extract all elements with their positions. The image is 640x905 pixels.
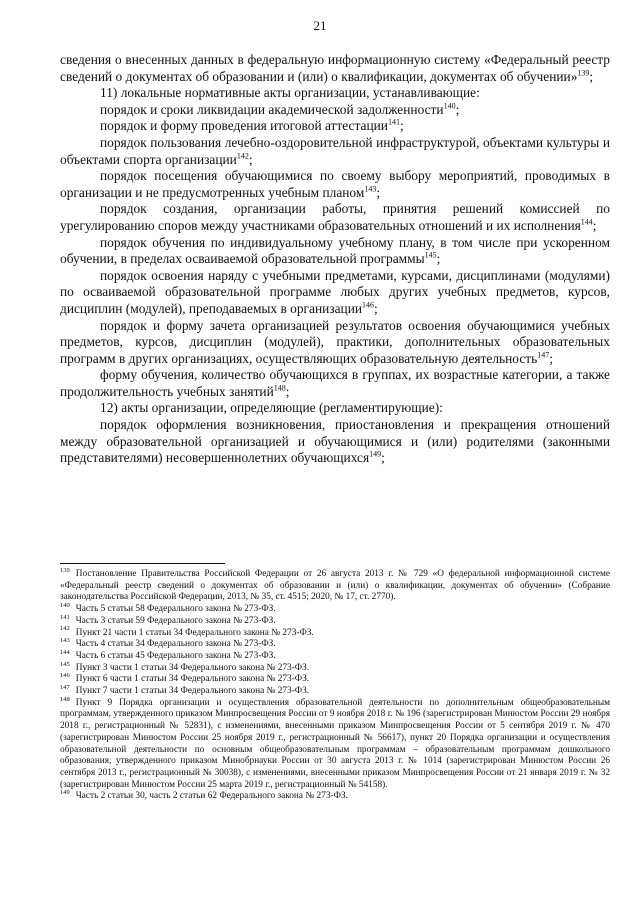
paragraph-punctuation: ; (549, 350, 553, 366)
footnote (60, 648, 610, 663)
footnote (60, 660, 610, 675)
paragraph (60, 52, 610, 85)
paragraph-text: 11) локальные нормативные акты организации, устанавливающие: (100, 85, 480, 101)
footnote-text: Часть 2 статьи 30, часть 2 статьи 62 Федерального закона № 273-ФЗ. (75, 791, 348, 802)
footnote (60, 625, 610, 640)
paragraph (60, 400, 610, 417)
footnote-reference: 145 (424, 250, 437, 260)
footnote (60, 683, 610, 698)
footnote-text: Часть 4 статьи 34 Федерального закона № 273-ФЗ. (75, 639, 276, 650)
paragraph (60, 85, 610, 102)
footnote-reference: 148 (273, 383, 286, 393)
paragraph (60, 318, 610, 368)
footnote (60, 674, 610, 686)
footnote-number: 146 (60, 672, 70, 680)
footnote-number: 140 (60, 602, 70, 610)
page-number: 21 (313, 18, 327, 33)
paragraph (60, 102, 610, 119)
footnote-reference: 143 (364, 184, 377, 194)
footnote-text: Пункт 3 части 1 статьи 34 Федерального закона № 273-ФЗ. (75, 662, 310, 673)
paragraph (60, 367, 610, 400)
footnotes (60, 566, 610, 803)
paragraph (60, 268, 610, 318)
paragraph-text: порядок освоения наряду с учебными предметами, курсами, дисциплинами (модулями) по осваиваемой образовательной программе любых других учебных предметов, курсов, дисциплин (модулей), преподаваемых в организации (60, 267, 610, 316)
paragraph-text: порядок посещения обучающимися по своему выбору мероприятий, проводимых в организации и не предусмотренных учебным планом (60, 168, 610, 200)
paragraph-punctuation: ; (399, 118, 404, 134)
paragraph (60, 135, 610, 168)
footnote (60, 566, 610, 604)
paragraph (60, 417, 610, 467)
paragraph-text: сведения о внесенных данных в федеральную информационную систему «Федеральный реестр сведений о документах об образовании и (или) о квалификации, документах об обучении» (60, 52, 610, 84)
footnote-number: 141 (60, 613, 70, 621)
footnote-reference: 139 (577, 68, 590, 78)
footnote-text: Пункт 9 Порядка организации и осуществления образовательной деятельности по дополнительным общеобразовательным программам, утвержденного приказом Минпросвещения России от 9 ноября 2018 г. № 196 (зарегистрирован Минюстом России 29 ноября 2018 г., регистрационный № 52831), с изменениями, внесенными приказом Минпросвещения России от 5 сентября 2019 г. № 470 (зарегистрирован Минюстом России 25 ноября 2019 г., регистрационный № 56617), пункт 20 Порядка организации и осуществления образовательной деятельности по основным общеобразовательным программам – образовательным программам дошкольного образования, утвержденного приказом Минобрнауки России от 30 августа 2013 г. № 1014 (зарегистрирован Минюстом России 26 сентября 2013 г., регистрационный № 30038), с изменениями, внесенными приказом Минпросвещения России от 21 января 2019 г. № 32 (зарегистрирован Минюстом России 25 марта 2019 г., регистрационный № 54158). (60, 697, 610, 790)
footnote-reference: 142 (236, 151, 249, 161)
paragraph-text: порядок и форму проведения итоговой аттестации (100, 118, 388, 134)
footnote-text: Часть 6 статьи 45 Федерального закона № 273-ФЗ. (75, 650, 276, 661)
footnote-divider (60, 563, 225, 564)
footnote (60, 695, 610, 792)
paragraph (60, 235, 610, 268)
footnote-text: Постановление Правительства Российской Федерации от 26 августа 2013 г. № 729 «О федеральной информационной системе «Федеральный реестр сведений о документах об образовании и (или) о квалификации, документах об обучении» (Собрание законодательства Российской Федерации, 2013, № 35, ст. 4515; 2020, № 17, ст. 2770). (60, 569, 610, 603)
footnote-reference: 146 (362, 300, 375, 310)
paragraph-punctuation: ; (455, 101, 460, 117)
footnote-reference: 141 (387, 117, 400, 127)
footnote-number: 148 (60, 695, 70, 703)
main-text (60, 52, 610, 467)
footnote (60, 791, 610, 803)
footnote-text: Пункт 7 части 1 статьи 34 Федерального закона № 273-ФЗ. (75, 686, 310, 697)
footnote-text: Пункт 6 части 1 статьи 34 Федерального закона № 273-ФЗ. (75, 674, 310, 685)
footnote-text: Пункт 21 части 1 статьи 34 Федерального закона № 273-ФЗ. (75, 627, 314, 638)
footnote (60, 613, 610, 628)
footnote-number: 144 (60, 648, 70, 656)
paragraph (60, 168, 610, 201)
paragraph-text: порядок и форму зачета организацией результатов освоения обучающимися учебных предметов, курсов, дисциплин (модулей), практики, дополнительных образовательных программ в других организациях, осуществляющих образовательную деятельность (60, 317, 610, 366)
paragraph-text: порядок оформления возникновения, приостановления и прекращения отношений между образовательной организацией и обучающимися и (или) родителями (законными представителями) несовершеннолетних обучающихся (60, 417, 610, 466)
paragraph-text: порядок пользования лечебно-оздоровительной инфраструктурой, объектами культуры и объектами спорта организации (60, 134, 610, 167)
footnote-number: 145 (60, 660, 70, 668)
footnote-reference: 149 (369, 449, 382, 459)
paragraph (60, 201, 610, 234)
paragraph-text: порядок создания, организации работы, принятия решений комиссией по урегулированию споров между участниками образовательных отношений и их исполнения (60, 201, 610, 233)
footnote-number: 142 (60, 625, 70, 633)
footnote-reference: 147 (537, 350, 550, 360)
paragraph-punctuation: ; (592, 217, 597, 233)
paragraph-text: форму обучения, количество обучающихся в группах, их возрастные категории, а также продолжительность учебных занятий (60, 367, 610, 399)
footnote-number: 147 (60, 683, 70, 691)
footnote-text: Часть 5 статьи 58 Федерального закона № 273-ФЗ. (75, 604, 276, 615)
footnote (60, 639, 610, 651)
footnote-text: Часть 3 статьи 59 Федерального закона № 273-ФЗ. (75, 615, 276, 626)
footnote-reference: 144 (580, 217, 593, 227)
paragraph (60, 118, 610, 135)
paragraph-punctuation: ; (285, 383, 290, 399)
paragraph-text: порядок обучения по индивидуальному учебному плану, в том числе при ускоренном обучении, в пределах осваиваемой образовательной программы (60, 234, 610, 267)
footnote-number: 149 (60, 789, 70, 797)
paragraph-punctuation: ; (589, 68, 594, 84)
footnote-number: 139 (60, 566, 70, 574)
footnote (60, 604, 610, 616)
paragraph-punctuation: ; (436, 251, 441, 267)
paragraph-text: 12) акты организации, определяющие (регламентирующие): (100, 400, 443, 416)
paragraph-punctuation: ; (248, 151, 253, 167)
paragraph-text: порядок и сроки ликвидации академической задолженности (100, 101, 444, 117)
footnote-reference: 140 (443, 101, 456, 111)
paragraph-punctuation: ; (374, 300, 378, 316)
paragraph-punctuation: ; (376, 184, 381, 200)
paragraph-punctuation: ; (381, 450, 385, 466)
footnote-number: 143 (60, 637, 70, 645)
